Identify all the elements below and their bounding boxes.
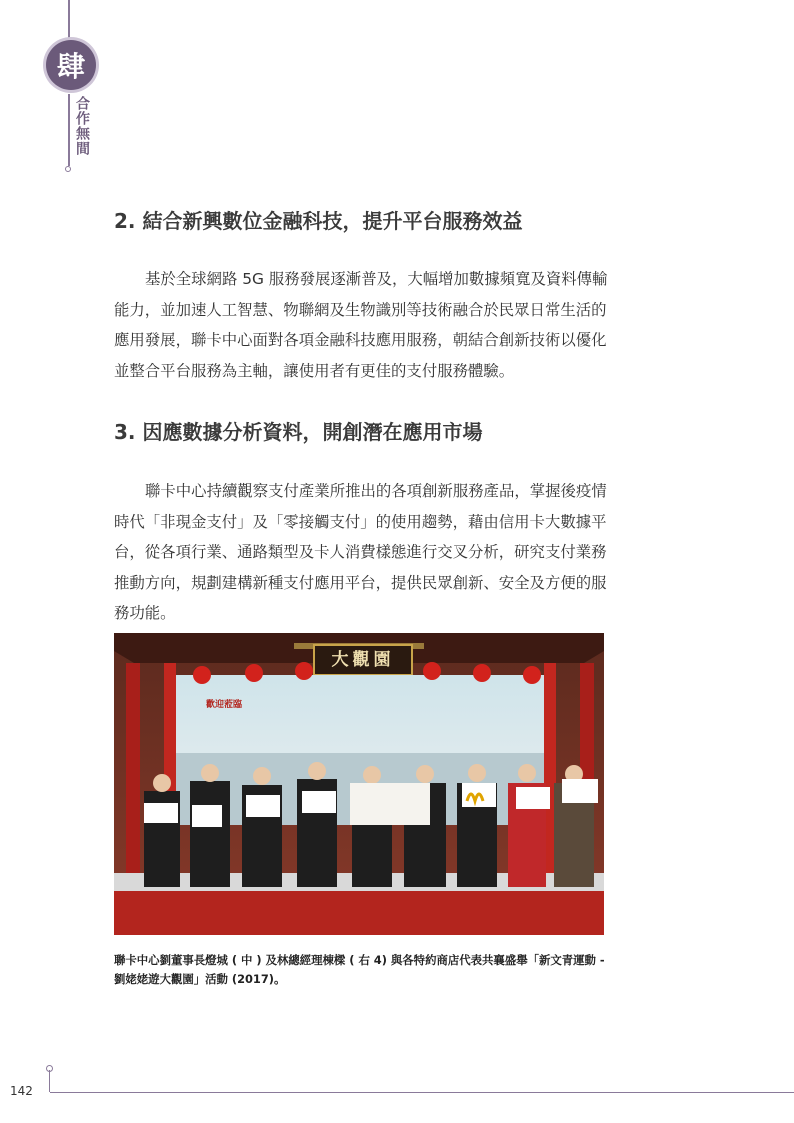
chapter-line	[68, 94, 70, 166]
chapter-line-end-dot	[65, 166, 71, 172]
photo-banner-text: 歡迎蒞臨	[206, 700, 243, 710]
photo-caption: 聯卡中心劉董事長燈城 ( 中 ) 及林總經理棟樑 ( 右 4) 與各特約商店代表共襄盛舉「新文青運動 - 劉姥姥遊大觀園」活動 (2017)。	[114, 953, 605, 986]
chapter-title: 合作無間	[74, 96, 90, 156]
footer-rule	[50, 1092, 794, 1093]
photo-sign-text: 大觀園	[331, 650, 395, 670]
section-paragraph: 聯卡中心持續觀察支付產業所推出的各項創新服務產品，掌握後疫情時代「非現金支付」及「零接觸支付」的使用趨勢，藉由信用卡大數據平台，從各項行業、通路類型及卡人消費樣態進行交叉分析，研究支付業務推動方向，規劃建構新種支付應用平台，提供民眾創新、安全及方便的服務功能。	[114, 482, 607, 622]
section-heading: 3. 因應數據分析資料，開創潛在應用市場	[114, 420, 483, 444]
page-number: 142	[10, 1084, 33, 1098]
chapter-line-top	[68, 0, 70, 42]
chapter-badge: 肆	[46, 40, 96, 90]
section-paragraph: 基於全球網路 5G 服務發展逐漸普及，大幅增加數據頻寬及資料傳輸能力，並加速人工智慧、物聯網及生物識別等技術融合於民眾日常生活的應用發展，聯卡中心面對各項金融科技應用服務，朝結合創新技術以優化並整合平台服務為主軸，讓使用者有更佳的支付服務體驗。	[114, 270, 608, 380]
event-photo	[114, 633, 604, 935]
footer-vertical-line	[49, 1070, 50, 1092]
section-heading: 2. 結合新興數位金融科技，提升平台服務效益	[114, 209, 523, 233]
